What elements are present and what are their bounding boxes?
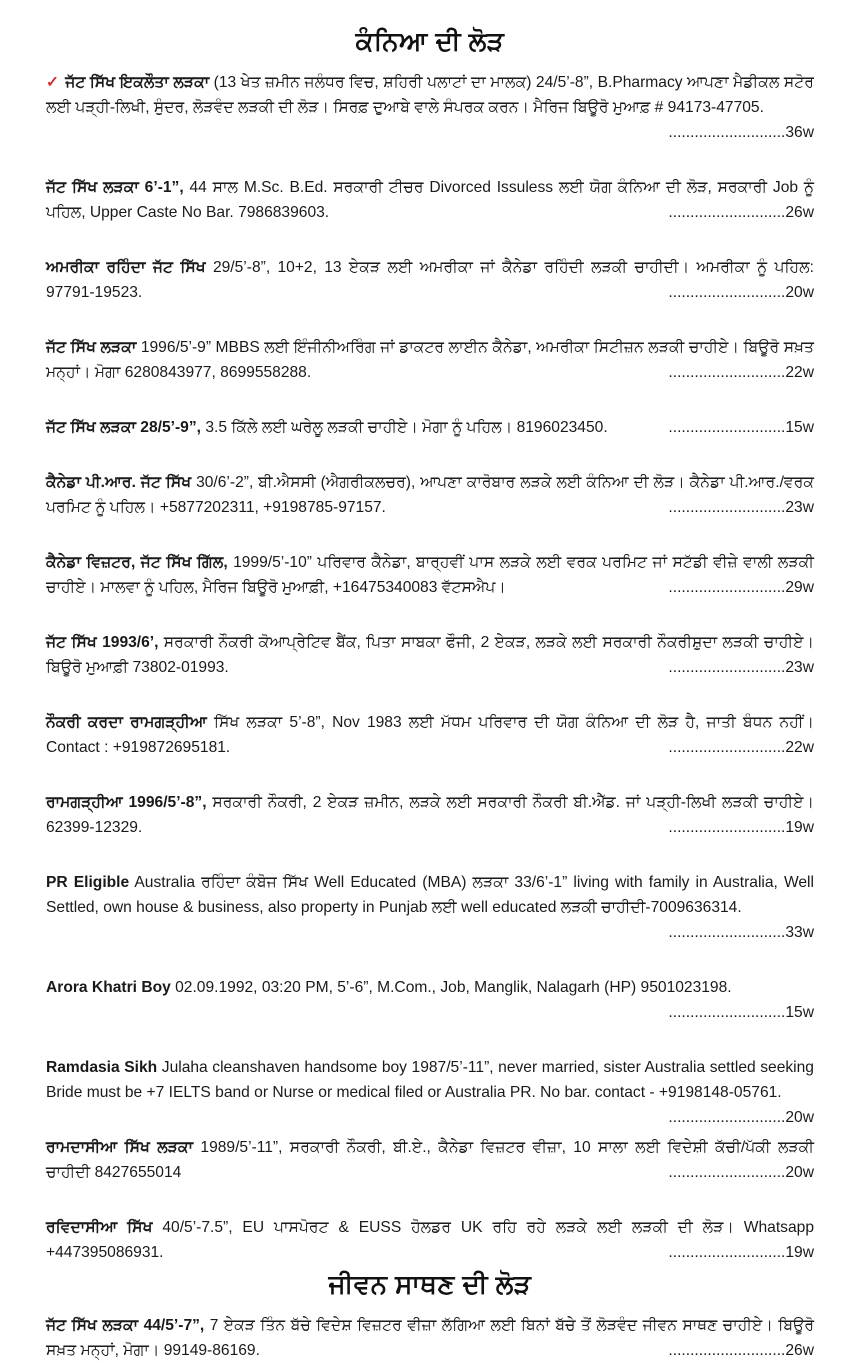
ad-lead: ਰਵਿਦਾਸੀਆ ਸਿੱਖ	[46, 1219, 153, 1236]
ad-item	[46, 175, 814, 225]
ad-text: 1989/5’-11”, ਸਰਕਾਰੀ ਨੌਕਰੀ, ਬੀ.ਏ., ਕੈਨੇਡਾ ਵਿਜ਼ਟਰ ਵੀਜ਼ਾ, 10 ਸਾਲਾ ਲਈ ਵਿਦੇਸ਼ੀ ਕੱਚੀ/ਪੱਕੀ ਲੜਕੀ ਚਾਹੀਦੀ 8427655014	[46, 1139, 815, 1181]
ad-text: 30/6’-2”, ਬੀ.ਐਸਸੀ (ਐਗਰੀਕਲਚਰ), ਆਪਣਾ ਕਾਰੋਬਾਰ ਲੜਕੇ ਲਈ ਕੰਨਿਆ ਦੀ ਲੋੜ। ਕੈਨੇਡਾ ਪੀ.ਆਰ./ਵਰਕ ਪਰਮਿਟ ਨੂੰ ਪਹਿਲ। +5877202311, +9198785-97157.	[46, 474, 814, 516]
ad-item	[46, 975, 814, 1025]
ad-rate: ...........................22w	[668, 739, 814, 756]
ad-rate: ...........................20w	[668, 1109, 814, 1126]
ad-lead: ਨੌਕਰੀ ਕਰਦਾ ਰਾਮਗੜ੍ਹੀਆ	[46, 714, 207, 731]
ad-text: 3.5 ਕਿੱਲੇ ਲਈ ਘਰੇਲੂ ਲੜਕੀ ਚਾਹੀਏ। ਮੋਗਾ ਨੂੰ ਪਹਿਲ। 8196023450.	[205, 419, 608, 436]
ad-text: 44 ਸਾਲ M.Sc. B.Ed. ਸਰਕਾਰੀ ਟੀਚਰ Divorced Issuless ਲਈ ਯੋਗ ਕੰਨਿਆ ਦੀ ਲੋੜ, ਸਰਕਾਰੀ Job ਨੂੰ ਪਹਿਲ, Upper Caste No Bar. 7986839603.	[46, 179, 814, 221]
ad-item	[46, 630, 814, 680]
ad-lead: Ramdasia Sikh	[46, 1059, 158, 1076]
ad-text: 7 ਏਕੜ ਤਿੰਨ ਬੱਚੇ ਵਿਦੇਸ਼ ਵਿਜ਼ਟਰ ਵੀਜ਼ਾ ਲੱਗਿਆ ਲਈ ਬਿਨਾਂ ਬੱਚੇ ਤੋਂ ਲੋੜਵੰਦ ਜੀਵਨ ਸਾਥਣ ਚਾਹੀਏ। ਬਿਊਰੋ ਸਖ਼ਤ ਮਨ੍ਹਾਂ, ਮੋਗਾ। 99149-86169.	[46, 1317, 814, 1359]
section-title-bride-wanted: ਕੰਨਿਆ ਦੀ ਲੋੜ	[355, 26, 505, 56]
ad-text: 02.09.1992, 03:20 PM, 5’-6”, M.Com., Job, Manglik, Nalagarh (HP) 9501023198.	[175, 979, 732, 996]
ad-rate: ...........................19w	[668, 1244, 814, 1261]
ad-rate: ...........................20w	[668, 284, 814, 301]
ad-item	[46, 710, 814, 760]
ad-item	[46, 470, 814, 520]
ad-item	[46, 1313, 814, 1363]
ad-item	[46, 550, 814, 600]
ad-text: 1996/5’-9” MBBS ਲਈ ਇੰਜੀਨੀਅਰਿੰਗ ਜਾਂ ਡਾਕਟਰ ਲਾਈਨ ਕੈਨੇਡਾ, ਅਮਰੀਕਾ ਸਿਟੀਜ਼ਨ ਲੜਕੀ ਚਾਹੀਏ। ਬਿਊਰੋ ਸਖ਼ਤ ਮਨ੍ਹਾਂ। ਮੋਗਾ 6280843977, 8699558288.	[46, 339, 814, 381]
ad-item	[46, 1215, 814, 1265]
ad-item	[46, 1055, 814, 1126]
ad-lead: ਕੈਨੇਡਾ ਪੀ.ਆਰ. ਜੱਟ ਸਿੱਖ	[46, 474, 192, 491]
ad-lead: ਜੱਟ ਸਿੱਖ 1993/6’,	[46, 634, 159, 651]
ad-lead: ਰਾਮਦਾਸੀਆ ਸਿੱਖ ਲੜਕਾ	[46, 1139, 194, 1156]
ad-text: Julaha cleanshaven handsome boy 1987/5’-11”, never married, sister Australia settled seeking Bride must be +7 IELTS band or Nurse or medical filed or Australia PR. No bar. contact - +9198148-05761.	[46, 1059, 814, 1101]
ad-rate: ...........................36w	[668, 124, 814, 141]
ad-rate: ...........................23w	[668, 659, 814, 676]
ad-lead: ਅਮਰੀਕਾ ਰਹਿੰਦਾ ਜੱਟ ਸਿੱਖ	[46, 259, 206, 276]
ad-rate: ...........................26w	[668, 204, 814, 221]
ad-rate: ...........................29w	[668, 579, 814, 596]
ad-lead: ਜੱਟ ਸਿੱਖ ਲੜਕਾ 44/5’-7”,	[46, 1317, 205, 1334]
ad-rate: ...........................15w	[668, 419, 814, 436]
ad-rate: ...........................26w	[668, 1342, 814, 1359]
ad-item	[46, 870, 814, 945]
ad-lead: ਜੱਟ ਸਿੱਖ ਇਕਲੌਤਾ ਲੜਕਾ	[65, 74, 210, 91]
ad-rate: ...........................15w	[668, 1004, 814, 1021]
checkmark-icon: ✓	[46, 74, 60, 91]
ad-lead: PR Eligible	[46, 874, 130, 891]
ad-text: 40/5’-7.5”, EU ਪਾਸਪੋਰਟ & EUSS ਹੋਲਡਰ UK ਰਹਿ ਰਹੇ ਲੜਕੇ ਲਈ ਲੜਕੀ ਦੀ ਲੋੜ। Whatsapp +447395086931.	[46, 1219, 814, 1261]
ad-lead: ਰਾਮਗੜ੍ਹੀਆ 1996/5’-8”,	[46, 794, 207, 811]
ad-item	[46, 415, 814, 440]
ad-rate: ...........................22w	[668, 364, 814, 381]
ad-rate: ...........................33w	[668, 924, 814, 941]
ad-text: Australia ਰਹਿੰਦਾ ਕੰਬੋਜ ਸਿੱਖ Well Educated (MBA) ਲੜਕਾ 33/6’-1” living with family in Australia, Well Settled, own house & business, also property in Punjab ਲਈ well educated ਲੜਕੀ ਚਾਹੀਦੀ-7009636314.	[46, 874, 814, 916]
ad-rate: ...........................19w	[668, 819, 814, 836]
ad-text: ਸਿੱਖ ਲੜਕਾ 5’-8”, Nov 1983 ਲਈ ਮੱਧਮ ਪਰਿਵਾਰ ਦੀ ਯੋਗ ਕੰਨਿਆ ਦੀ ਲੋੜ ਹੈ, ਜਾਤੀ ਬੰਧਨ ਨਹੀਂ। Contact : +919872695181.	[46, 714, 814, 756]
ad-text: 29/5’-8”, 10+2, 13 ਏਕੜ ਲਈ ਅਮਰੀਕਾ ਜਾਂ ਕੈਨੇਡਾ ਰਹਿੰਦੀ ਲੜਕੀ ਚਾਹੀਦੀ। ਅਮਰੀਕਾ ਨੂੰ ਪਹਿਲ: 97791-19523.	[46, 259, 814, 301]
ad-lead: ਜੱਟ ਸਿੱਖ ਲੜਕਾ	[46, 339, 137, 356]
ad-item	[46, 790, 814, 840]
ad-item	[46, 255, 814, 305]
ad-rate: ...........................23w	[668, 499, 814, 516]
ad-text: ਸਰਕਾਰੀ ਨੌਕਰੀ, 2 ਏਕੜ ਜ਼ਮੀਨ, ਲੜਕੇ ਲਈ ਸਰਕਾਰੀ ਨੌਕਰੀ ਬੀ.ਐੱਡ. ਜਾਂ ਪੜ੍ਹੀ-ਲਿਖੀ ਲੜਕੀ ਚਾਹੀਏ। 62399-12329.	[46, 794, 814, 836]
ad-item	[46, 335, 814, 385]
ad-item	[46, 1135, 814, 1185]
ad-lead: ਜੱਟ ਸਿੱਖ ਲੜਕਾ 6’-1”,	[46, 179, 184, 196]
ad-rate: ...........................20w	[668, 1164, 814, 1181]
section-title-life-partner-wanted: ਜੀਵਨ ਸਾਥਣ ਦੀ ਲੋੜ	[328, 1269, 532, 1299]
ad-text: 1999/5’-10” ਪਰਿਵਾਰ ਕੈਨੇਡਾ, ਬਾਰ੍ਹਵੀਂ ਪਾਸ ਲੜਕੇ ਲਈ ਵਰਕ ਪਰਮਿਟ ਜਾਂ ਸਟੱਡੀ ਵੀਜ਼ੇ ਵਾਲੀ ਲੜਕੀ ਚਾਹੀਏ। ਮਾਲਵਾ ਨੂੰ ਪਹਿਲ, ਮੈਰਿਜ ਬਿਊਰੋ ਮੁਆਫ਼ੀ, +16475340083 ਵੱਟਸਐਪ।	[46, 554, 814, 596]
ad-text: ਸਰਕਾਰੀ ਨੌਕਰੀ ਕੋਆਪ੍ਰੇਟਿਵ ਬੈਂਕ, ਪਿਤਾ ਸਾਬਕਾ ਫੌਜੀ, 2 ਏਕੜ, ਲੜਕੇ ਲਈ ਸਰਕਾਰੀ ਨੌਕਰੀਸ਼ੁਦਾ ਲੜਕੀ ਚਾਹੀਏ। ਬਿਊਰੋ ਮੁਆਫ਼ੀ 73802-01993.	[46, 634, 815, 676]
ad-lead: ਜੱਟ ਸਿੱਖ ਲੜਕਾ 28/5’-9”,	[46, 419, 201, 436]
ad-lead: Arora Khatri Boy	[46, 979, 171, 996]
ad-lead: ਕੈਨੇਡਾ ਵਿਜ਼ਟਰ, ਜੱਟ ਸਿੱਖ ਗਿੱਲ,	[46, 554, 228, 571]
ad-item	[46, 70, 814, 145]
ad-text: (13 ਖੇਤ ਜ਼ਮੀਨ ਜਲੰਧਰ ਵਿਚ, ਸ਼ਹਿਰੀ ਪਲਾਟਾਂ ਦਾ ਮਾਲਕ) 24/5’-8”, B.Pharmacy ਆਪਣਾ ਮੈਡੀਕਲ ਸਟੋਰ ਲਈ ਪੜ੍ਹੀ-ਲਿਖੀ, ਸੁੰਦਰ, ਲੋੜਵੰਦ ਲੜਕੀ ਦੀ ਲੋੜ। ਸਿਰਫ਼ ਦੁਆਬੇ ਵਾਲੇ ਸੰਪਰਕ ਕਰਨ। ਮੈਰਿਜ ਬਿਊਰੋ ਮੁਆਫ਼ # 94173-47705.	[46, 74, 814, 116]
